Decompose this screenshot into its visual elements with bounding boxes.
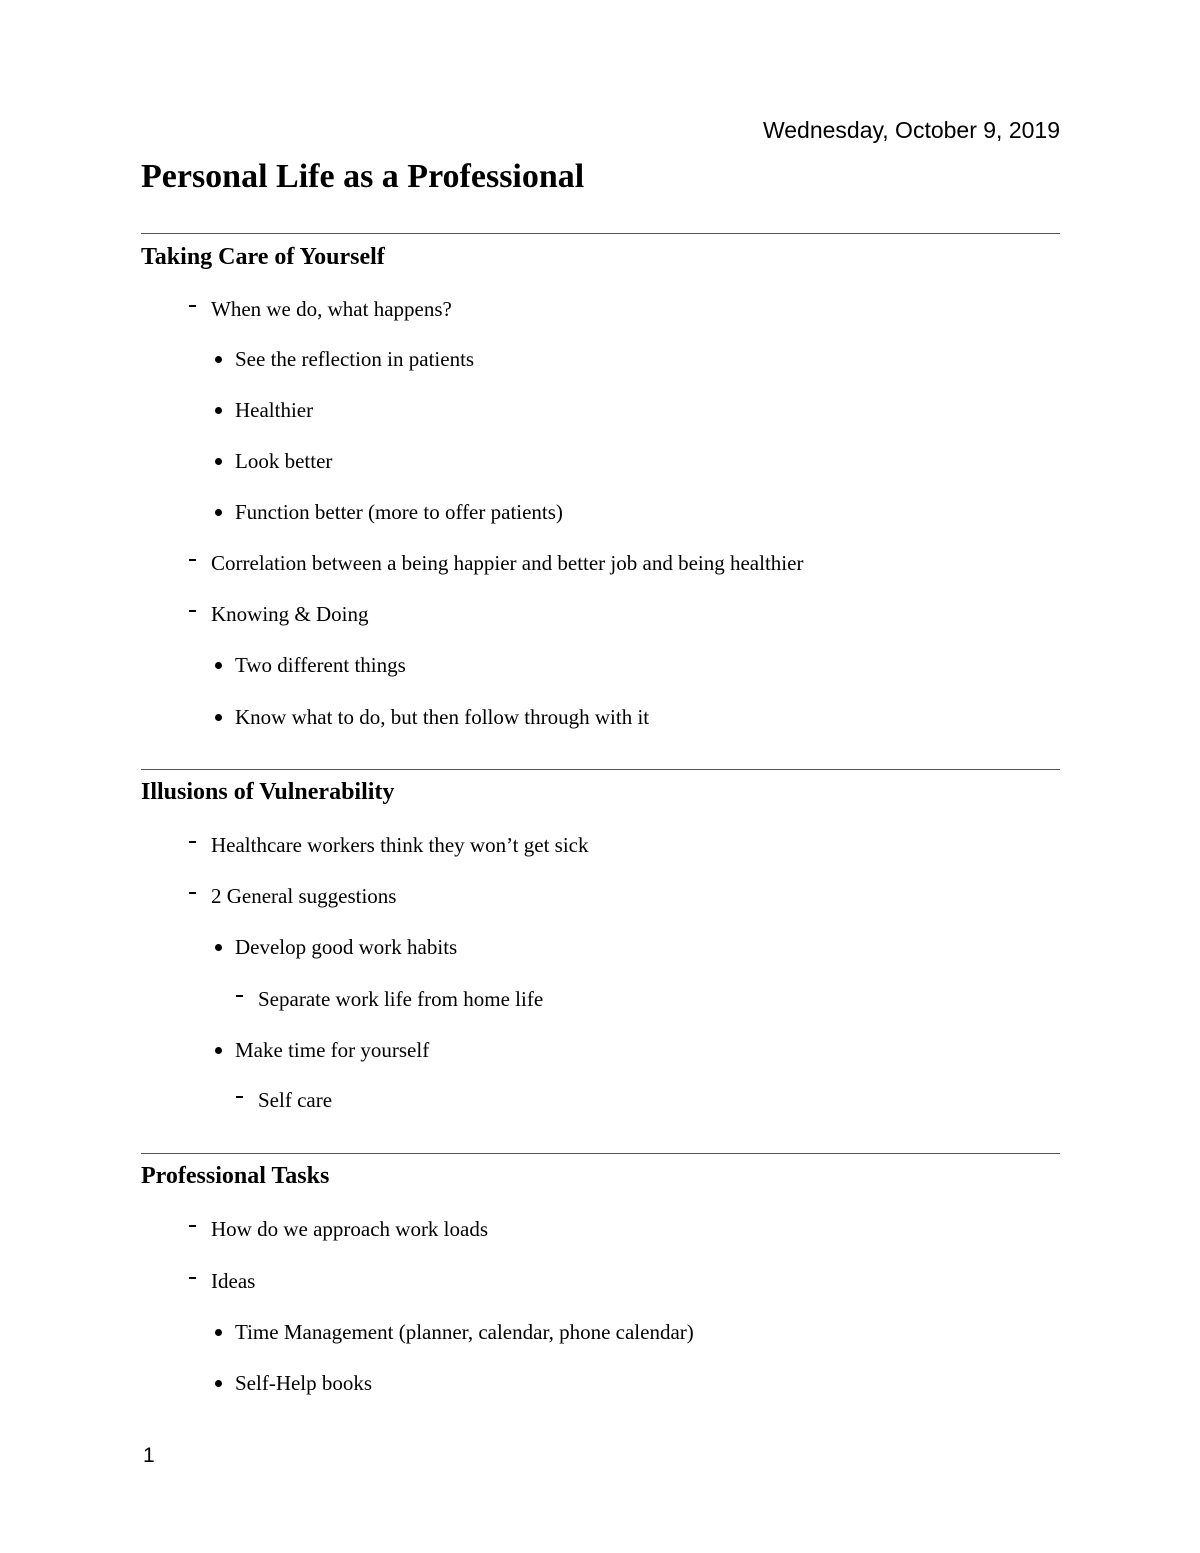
list-item: Time Management (planner, calendar, phone calendar) xyxy=(235,1318,694,1346)
dash-bullet-icon xyxy=(236,995,243,997)
list-item: Two different things xyxy=(235,651,406,679)
list-item: Healthcare workers think they won’t get sick xyxy=(211,831,589,859)
dash-bullet-icon xyxy=(189,1277,196,1279)
list-item: See the reflection in patients xyxy=(235,345,474,373)
list-item: When we do, what happens? xyxy=(211,295,452,323)
list-item: Know what to do, but then follow through with it xyxy=(235,703,649,731)
round-bullet-icon xyxy=(215,356,222,363)
page-title: Personal Life as a Professional xyxy=(141,158,585,195)
round-bullet-icon xyxy=(215,944,222,951)
dash-bullet-icon xyxy=(189,892,196,894)
list-item: Knowing & Doing xyxy=(211,600,369,628)
round-bullet-icon xyxy=(215,509,222,516)
list-item: Self-Help books xyxy=(235,1369,372,1397)
section-heading-taking-care: Taking Care of Yourself xyxy=(141,244,385,270)
dash-bullet-icon xyxy=(189,1225,196,1227)
dash-bullet-icon xyxy=(189,559,196,561)
list-item: Make time for yourself xyxy=(235,1036,429,1064)
list-item: Function better (more to offer patients) xyxy=(235,498,563,526)
section-heading-illusions: Illusions of Vulnerability xyxy=(141,779,395,805)
document-date: Wednesday, October 9, 2019 xyxy=(762,117,1060,143)
section-divider xyxy=(141,233,1060,234)
list-item: Healthier xyxy=(235,396,313,424)
section-divider xyxy=(141,769,1060,770)
list-item: Separate work life from home life xyxy=(258,985,543,1013)
list-item: Ideas xyxy=(211,1267,255,1295)
dash-bullet-icon xyxy=(189,610,196,612)
list-item: Develop good work habits xyxy=(235,933,457,961)
list-item: Correlation between a being happier and better job and being healthier xyxy=(211,549,803,577)
list-item: Self care xyxy=(258,1086,332,1114)
page-number: 1 xyxy=(143,1444,155,1467)
list-item: How do we approach work loads xyxy=(211,1215,488,1243)
round-bullet-icon xyxy=(215,458,222,465)
round-bullet-icon xyxy=(215,407,222,414)
section-heading-professional-tasks: Professional Tasks xyxy=(141,1163,330,1189)
round-bullet-icon xyxy=(215,714,222,721)
dash-bullet-icon xyxy=(189,841,196,843)
round-bullet-icon xyxy=(215,1329,222,1336)
round-bullet-icon xyxy=(215,662,222,669)
round-bullet-icon xyxy=(215,1380,222,1387)
dash-bullet-icon xyxy=(236,1096,243,1098)
round-bullet-icon xyxy=(215,1047,222,1054)
list-item: Look better xyxy=(235,447,332,475)
list-item: 2 General suggestions xyxy=(211,882,396,910)
section-divider xyxy=(141,1153,1060,1154)
dash-bullet-icon xyxy=(189,305,196,307)
